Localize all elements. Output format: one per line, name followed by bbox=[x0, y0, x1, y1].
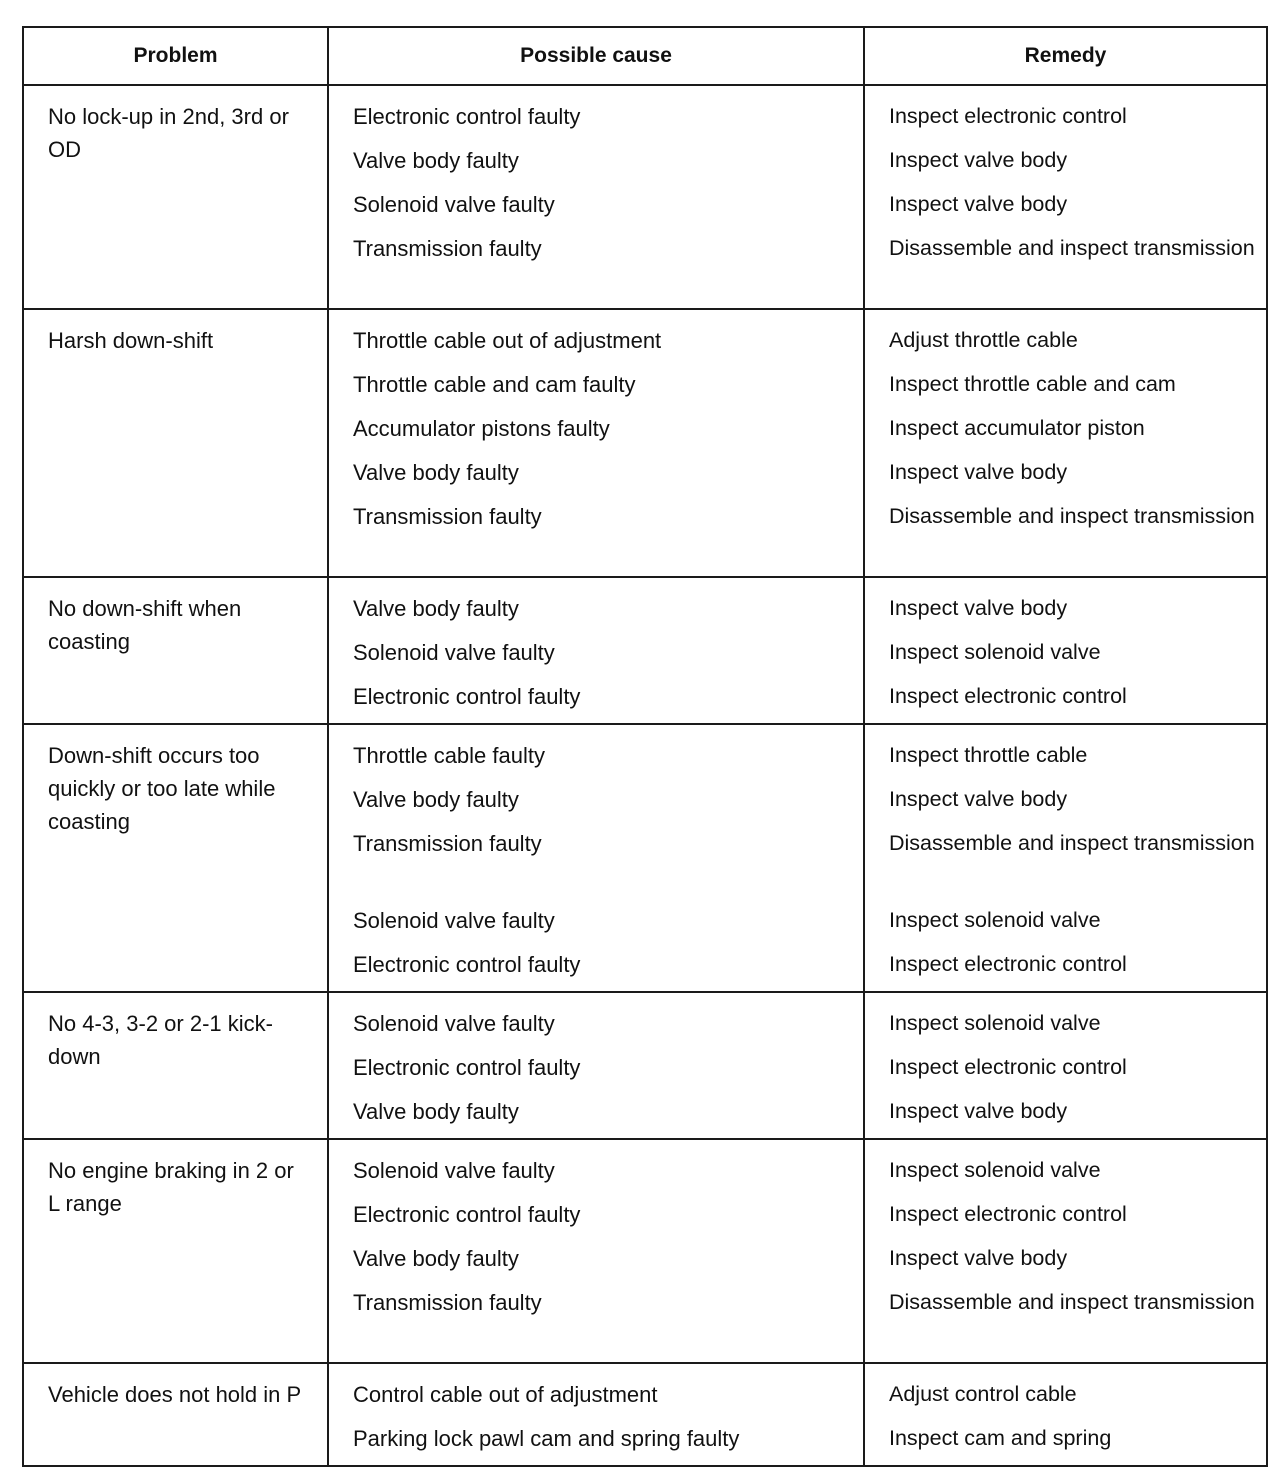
remedy-text: Inspect electronic control bbox=[889, 684, 1127, 708]
cause-text: Transmission faulty bbox=[353, 504, 542, 529]
cause-cell bbox=[328, 309, 864, 577]
remedy-text: Disassemble and inspect transmission bbox=[889, 504, 1255, 528]
cause-cell bbox=[328, 724, 864, 992]
remedy-cell bbox=[864, 1363, 1267, 1466]
remedy-text: Inspect cam and spring bbox=[889, 1426, 1112, 1450]
cause-text: Valve body faulty bbox=[353, 787, 519, 812]
cause-text: Solenoid valve faulty bbox=[353, 192, 555, 217]
troubleshooting-table-wrapper bbox=[22, 26, 1266, 1467]
table-row bbox=[23, 1363, 1267, 1466]
cause-text: Throttle cable faulty bbox=[353, 743, 545, 768]
problem-cell: Harsh down-shift bbox=[23, 309, 328, 577]
table-body bbox=[23, 85, 1267, 1466]
header-problem: Problem bbox=[23, 27, 328, 85]
table-row bbox=[23, 1139, 1267, 1363]
cause-text: Valve body faulty bbox=[353, 148, 519, 173]
remedy-text: Inspect electronic control bbox=[889, 1055, 1127, 1079]
table-row bbox=[23, 992, 1267, 1139]
cause-cell bbox=[328, 577, 864, 724]
remedy-text: Disassemble and inspect transmission bbox=[889, 831, 1255, 855]
remedy-text: Inspect valve body bbox=[889, 192, 1068, 216]
cause-text: Valve body faulty bbox=[353, 1099, 519, 1124]
remedy-cell bbox=[864, 992, 1267, 1139]
remedy-text: Disassemble and inspect transmission bbox=[889, 236, 1255, 260]
cause-text: Control cable out of adjustment bbox=[353, 1382, 658, 1407]
cause-text: Valve body faulty bbox=[353, 596, 519, 621]
remedy-text: Inspect valve body bbox=[889, 148, 1068, 172]
cause-text: Throttle cable and cam faulty bbox=[353, 372, 636, 397]
remedy-cell bbox=[864, 85, 1267, 309]
problem-cell: Vehicle does not hold in P bbox=[23, 1363, 328, 1466]
cause-text: Valve body faulty bbox=[353, 1246, 519, 1271]
problem-cell: No lock-up in 2nd, 3rd or OD bbox=[23, 85, 328, 309]
cause-text: Accumulator pistons faulty bbox=[353, 416, 610, 441]
cause-text: Valve body faulty bbox=[353, 460, 519, 485]
remedy-text: Inspect accumulator piston bbox=[889, 416, 1145, 440]
remedy-text: Inspect valve body bbox=[889, 596, 1068, 620]
remedy-text: Inspect solenoid valve bbox=[889, 1011, 1101, 1035]
remedy-text: Inspect valve body bbox=[889, 1246, 1068, 1270]
cause-text: Transmission faulty bbox=[353, 236, 542, 261]
remedy-text: Inspect throttle cable bbox=[889, 743, 1088, 767]
cause-text: Parking lock pawl cam and spring faulty bbox=[353, 1426, 740, 1451]
remedy-text: Inspect throttle cable and cam bbox=[889, 372, 1176, 396]
table-row bbox=[23, 309, 1267, 577]
cause-cell bbox=[328, 85, 864, 309]
problem-cell: Down-shift occurs too quickly or too late while coasting bbox=[23, 724, 328, 992]
problem-cell: No down-shift when coasting bbox=[23, 577, 328, 724]
problem-cell: No 4-3, 3-2 or 2-1 kick-down bbox=[23, 992, 328, 1139]
remedy-cell bbox=[864, 1139, 1267, 1363]
cause-text: Electronic control faulty bbox=[353, 104, 581, 129]
cause-text: Transmission faulty bbox=[353, 831, 542, 856]
cause-text: Transmission faulty bbox=[353, 1290, 542, 1315]
cause-cell bbox=[328, 1139, 864, 1363]
header-cause: Possible cause bbox=[328, 27, 864, 85]
remedy-text: Inspect electronic control bbox=[889, 952, 1127, 976]
remedy-text: Inspect valve body bbox=[889, 460, 1068, 484]
cause-text: Solenoid valve faulty bbox=[353, 1158, 555, 1183]
problem-cell: No engine braking in 2 or L range bbox=[23, 1139, 328, 1363]
remedy-text: Inspect valve body bbox=[889, 1099, 1068, 1123]
troubleshooting-table bbox=[22, 26, 1268, 1467]
table-row bbox=[23, 85, 1267, 309]
cause-cell bbox=[328, 1363, 864, 1466]
remedy-text: Inspect solenoid valve bbox=[889, 640, 1101, 664]
cause-text: Solenoid valve faulty bbox=[353, 640, 555, 665]
cause-cell bbox=[328, 992, 864, 1139]
cause-text: Throttle cable out of adjustment bbox=[353, 328, 662, 353]
cause-text: Electronic control faulty bbox=[353, 952, 581, 977]
table-row bbox=[23, 724, 1267, 992]
remedy-text: Adjust throttle cable bbox=[889, 328, 1078, 352]
cause-text: Solenoid valve faulty bbox=[353, 1011, 555, 1036]
table-row bbox=[23, 577, 1267, 724]
header-remedy: Remedy bbox=[864, 27, 1267, 85]
remedy-text: Adjust control cable bbox=[889, 1382, 1077, 1406]
remedy-text: Inspect electronic control bbox=[889, 104, 1127, 128]
remedy-text: Inspect solenoid valve bbox=[889, 1158, 1101, 1182]
cause-text: Electronic control faulty bbox=[353, 684, 581, 709]
remedy-text: Inspect valve body bbox=[889, 787, 1068, 811]
remedy-cell bbox=[864, 724, 1267, 992]
remedy-text: Inspect electronic control bbox=[889, 1202, 1127, 1226]
cause-text: Electronic control faulty bbox=[353, 1202, 581, 1227]
remedy-text: Inspect solenoid valve bbox=[889, 908, 1101, 932]
remedy-cell bbox=[864, 309, 1267, 577]
remedy-text: Disassemble and inspect transmission bbox=[889, 1290, 1255, 1314]
remedy-cell bbox=[864, 577, 1267, 724]
header-row bbox=[23, 27, 1267, 85]
cause-text: Solenoid valve faulty bbox=[353, 908, 555, 933]
cause-text: Electronic control faulty bbox=[353, 1055, 581, 1080]
